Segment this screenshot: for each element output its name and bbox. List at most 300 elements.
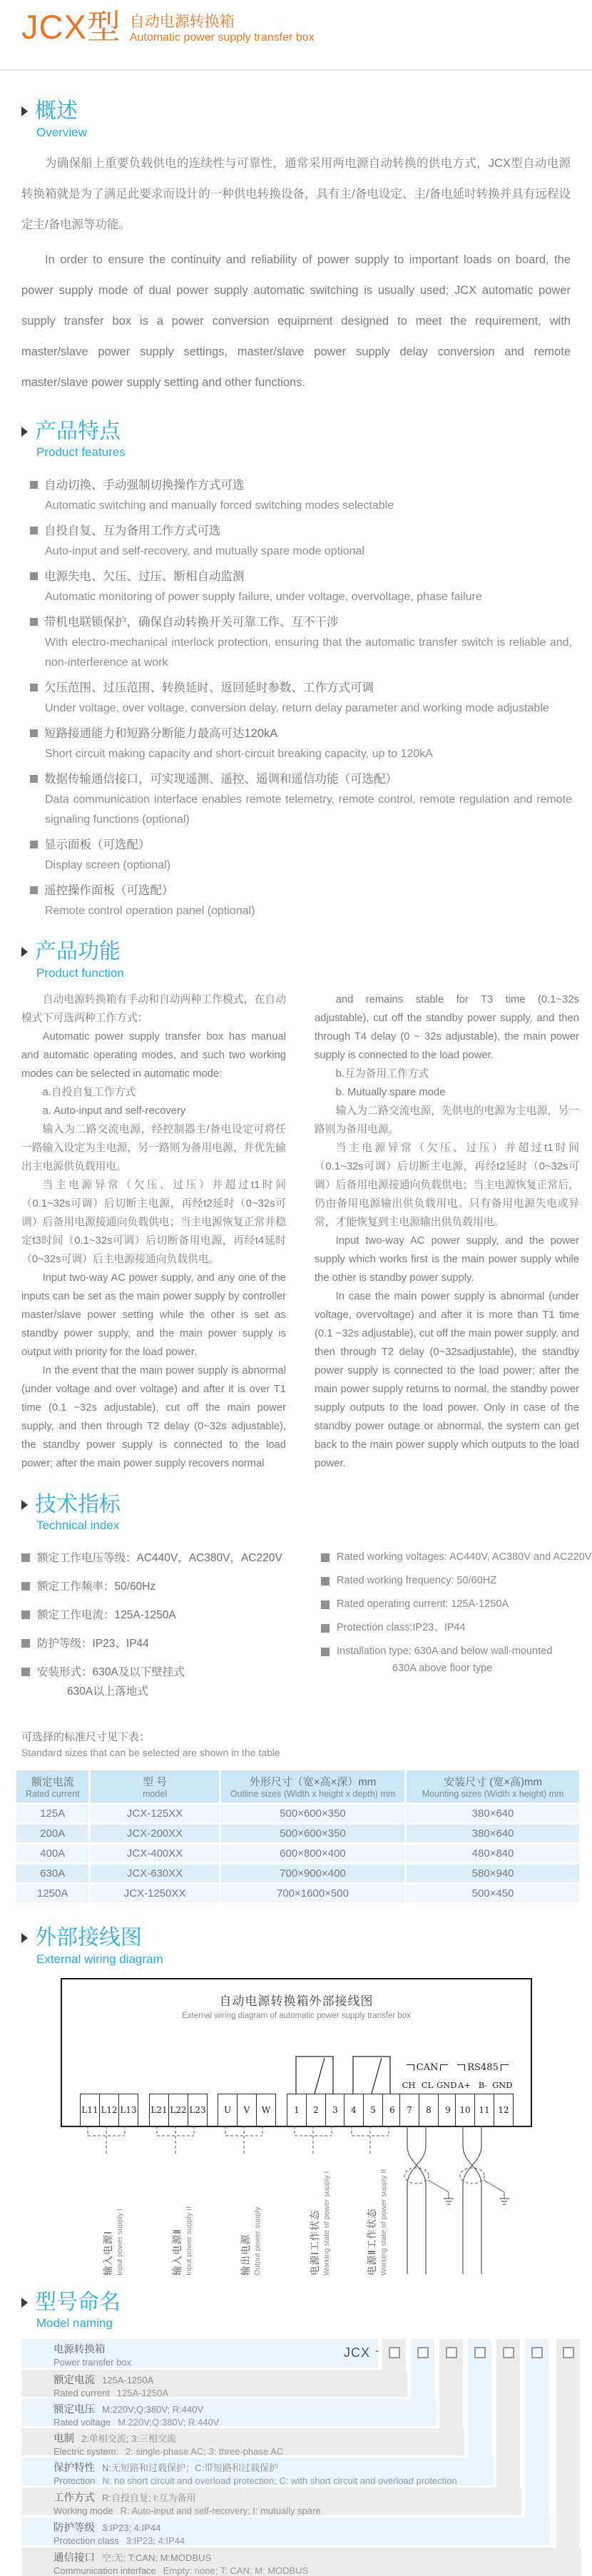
naming-row-line-en xyxy=(53,2565,581,2576)
bus-name-label xyxy=(455,2062,511,2073)
function-paragraph: b.互为备用工作方式 xyxy=(335,1068,429,1080)
terminal-group xyxy=(80,2094,138,2126)
table-header-cell xyxy=(221,1770,404,1802)
naming-row-line-en xyxy=(53,2417,436,2428)
terminal-group xyxy=(399,2094,457,2126)
terminal-cell: 7 xyxy=(399,2094,419,2126)
technical-item xyxy=(21,1663,321,1701)
section-overview xyxy=(21,99,592,398)
naming-value-zh: 125A-1250A xyxy=(102,2375,154,2386)
technical-list-en xyxy=(321,1548,591,1710)
naming-row-text xyxy=(21,2339,378,2368)
bullet-square-icon xyxy=(321,1601,330,1609)
table-row xyxy=(16,1825,579,1842)
wiring-group-label xyxy=(364,2169,388,2275)
technical-item-text: Rated working frequency: 50/60HZ xyxy=(337,1575,497,1587)
naming-value-zh: R:自投自复; I:互为备用 xyxy=(102,2493,196,2504)
terminal-cell: 10 xyxy=(455,2094,475,2126)
terminal-cell: L11 xyxy=(80,2094,100,2126)
function-paragraph: 自动电源转换箱有手动和自动两种工作模式，在自动模式下可选两种工作方式： xyxy=(21,993,286,1024)
naming-row-text xyxy=(21,2517,550,2546)
naming-column-stripe xyxy=(556,2339,580,2547)
wiring-heading-zh: 外部接线图 xyxy=(35,1926,142,1950)
features-heading-en: Product features xyxy=(36,445,126,460)
naming-row-line-en xyxy=(53,2505,521,2516)
feature-item xyxy=(30,612,572,673)
function-paragraph: and remains stable for T3 time (0.1~32s adjustable), cut off the standby power supply, and then through T4 delay (0 ~ 32s adjustable), the main power supply is connected to the load power. xyxy=(315,993,579,1061)
terminal-cell: W xyxy=(256,2094,276,2126)
model-naming-chart xyxy=(21,2339,581,2576)
table-header-cell xyxy=(16,1770,88,1802)
naming-value-en: N: no short circuit and overload protection; C: with short circuit and overload protection xyxy=(102,2475,457,2487)
standard-sizes-table xyxy=(14,1768,581,1905)
wiring-group-label-en: Input power supply I xyxy=(116,2208,124,2276)
naming-label-zh: 工作方式 xyxy=(53,2493,95,2505)
function-heading-en: Product function xyxy=(36,965,124,980)
table-cell: JCX-200XX xyxy=(91,1825,218,1842)
header-zh: 额定电流 xyxy=(31,1776,74,1789)
naming-row xyxy=(21,2370,407,2397)
table-cell: 200A xyxy=(16,1825,88,1842)
naming-row xyxy=(21,2517,550,2545)
header-en: Outline sizes (Width x height x depth) mm xyxy=(230,1789,396,1800)
bullet-square-icon xyxy=(30,729,38,737)
function-paragraph: 当主电源异常（欠压、过压）并超过t1时间（0.1~32s可调）后切断主电源，再经t2延时（0~32s可调）后备用电源接通向负载供电；当主电源恢复正常后，仍由备用电源输出供负载用电。只有备用电源失电或异常，才能恢复到主电源输出供负载用电。 xyxy=(315,1142,579,1228)
naming-label-en: Power transfer box xyxy=(53,2357,132,2368)
table-cell: 380×640 xyxy=(407,1805,579,1822)
terminal-cell: 8 xyxy=(419,2094,439,2126)
technical-list-zh xyxy=(21,1548,321,1710)
function-paragraph: a.自投自复工作方式 xyxy=(42,1086,136,1098)
technical-columns xyxy=(21,1548,592,1710)
bullet-square-icon xyxy=(30,481,38,489)
function-paragraph: Input two-way AC power supply, and the power supply which works first is the main power supply while the other is standby power supply. xyxy=(315,1234,579,1284)
section-technical xyxy=(21,1493,592,1905)
header-en: Mounting sizes (Width x height) mm xyxy=(422,1789,564,1800)
naming-row-text xyxy=(21,2488,521,2516)
function-column-right xyxy=(315,990,579,1473)
naming-row-line-zh xyxy=(53,2460,493,2475)
wiring-group-label-zh: 输入电源Ⅱ xyxy=(172,2228,183,2276)
table-cell: 400A xyxy=(16,1845,88,1862)
table-header-cell xyxy=(91,1770,218,1802)
function-paragraph: 当主电源异常（欠压、过压）并超过t1时间（0.1~32s可调）后切断主电源，再经t2延时（0~32s可调）后备用电源接通向负载供电；当主电源恢复正常并稳定t3时间（0.1~32s可调）后切断备用电源，再经t4延时（0~32s可调）后主电源接通向负载供电。 xyxy=(21,1179,286,1265)
naming-label-en: Electric system: xyxy=(53,2446,119,2458)
naming-row-line-zh xyxy=(53,2490,521,2505)
technical-item xyxy=(21,1577,321,1596)
naming-value-zh: 2:单相交流; 3:三相交流 xyxy=(81,2433,176,2445)
technical-item-text: 防护等级：IP23、IP44 xyxy=(37,1638,149,1650)
bullet-square-icon xyxy=(30,572,38,580)
terminal-group xyxy=(149,2094,207,2126)
table-cell: 600×800×400 xyxy=(221,1845,404,1862)
naming-row-line-en xyxy=(53,2357,378,2368)
table-header-cell xyxy=(407,1770,579,1802)
feature-text-zh: 自投自复、互为备用工作方式可选 xyxy=(30,521,572,542)
function-paragraph: b. Mutually spare mode xyxy=(335,1086,446,1098)
feature-item xyxy=(30,567,572,607)
terminal-group xyxy=(455,2094,513,2126)
section-naming xyxy=(21,2291,592,2576)
bus-pin-label: CH xyxy=(402,2079,416,2090)
naming-row-line-en xyxy=(53,2446,464,2457)
section-arrow-icon xyxy=(21,106,28,116)
features-list xyxy=(21,475,572,921)
naming-row xyxy=(21,2488,521,2515)
bus-pin-label: GND xyxy=(437,2079,457,2090)
table-cell: 630A xyxy=(16,1865,88,1882)
naming-row-text xyxy=(21,2370,407,2398)
bullet-square-icon xyxy=(30,886,38,894)
technical-item-text: Installation type: 630A and below wall-mounted xyxy=(337,1646,553,1658)
feature-text-en: Display screen (optional) xyxy=(45,859,171,872)
wiring-group-label-zh: 电源Ⅱ工作状态 xyxy=(367,2208,377,2276)
naming-label-zh: 防护等级 xyxy=(53,2522,95,2535)
terminal-group xyxy=(218,2094,275,2126)
naming-digit-box xyxy=(417,2347,429,2358)
naming-row-line-zh xyxy=(53,2430,464,2445)
terminal-cell: 11 xyxy=(474,2094,494,2126)
naming-value-zh: M:220V;Q:380V; R:440V xyxy=(102,2404,204,2415)
bus-pin-labels xyxy=(455,2080,511,2090)
bullet-square-icon xyxy=(30,527,38,534)
naming-row xyxy=(21,2428,464,2458)
naming-model-prefix: JCX xyxy=(344,2346,371,2361)
table-cell: 700×900×400 xyxy=(221,1865,404,1882)
naming-value-zh: 3:IP23; 4:IP44 xyxy=(102,2522,161,2534)
terminal-group xyxy=(287,2094,345,2126)
feature-text-zh: 电源失电、欠压、过压、断相自动监测 xyxy=(30,567,572,587)
wiring-group-label-zh: 输入电源Ⅰ xyxy=(103,2230,113,2276)
feature-text-en: Remote control operation panel (optional) xyxy=(45,905,255,918)
features-heading-zh: 产品特点 xyxy=(35,419,121,443)
terminal-cell: 9 xyxy=(438,2094,458,2126)
feature-item xyxy=(30,678,572,719)
bullet-square-icon xyxy=(30,841,38,848)
section-features xyxy=(21,420,592,922)
naming-row-text xyxy=(21,2399,436,2428)
terminal-cell: 2 xyxy=(306,2094,326,2126)
feature-text-en: Data communication interface enables remote telemetry, remote control, remote regulation and remote signaling functions (optional) xyxy=(45,793,572,826)
bullet-square-icon xyxy=(30,775,38,783)
naming-label-zh: 通信接口 xyxy=(53,2552,95,2565)
naming-label-zh: 额定电压 xyxy=(53,2404,95,2416)
naming-label-en: Protection xyxy=(53,2475,96,2487)
feature-item xyxy=(30,521,572,562)
technical-item xyxy=(321,1619,591,1636)
feature-text-zh: 自动切换、手动强制切换操作方式可选 xyxy=(30,475,572,496)
naming-label-zh: 电源转换箱 xyxy=(53,2344,106,2356)
naming-value-en: R: Auto-input and self-recovery; I: mutually spare xyxy=(120,2505,321,2517)
naming-dash: - xyxy=(375,2345,379,2358)
naming-label-en: Rated current xyxy=(53,2388,110,2399)
section-arrow-icon xyxy=(21,947,28,957)
function-paragraph: Automatic power supply transfer box has manual and automatic operating modes, and such two working modes can be selected in automatic mode: xyxy=(21,1030,286,1080)
naming-column-stripe xyxy=(525,2339,548,2517)
bracket-right-icon xyxy=(501,2064,509,2071)
terminal-cell: U xyxy=(218,2094,238,2126)
header-zh: 外形尺寸（宽×高×深）mm xyxy=(249,1776,377,1789)
feature-text-zh: 数据传输通信接口，可实现遥测、遥控、遥调和遥信功能（可选配） xyxy=(30,769,572,790)
technical-item-text: 额定工作频率：50/60Hz xyxy=(37,1581,156,1593)
section-arrow-icon xyxy=(21,1500,28,1510)
naming-row-line-en xyxy=(53,2475,493,2486)
wiring-group-label xyxy=(100,2209,124,2276)
wiring-group-label xyxy=(307,2171,331,2275)
naming-value-zh: N:无短路和过载保护；C:带短路和过载保护 xyxy=(102,2463,279,2474)
naming-digit-box xyxy=(503,2347,514,2358)
table-row xyxy=(16,1885,579,1902)
naming-row xyxy=(21,2547,581,2576)
naming-row-text xyxy=(21,2428,464,2457)
table-cell: JCX-1250XX xyxy=(91,1885,218,1902)
technical-item xyxy=(21,1606,321,1625)
bullet-square-icon xyxy=(30,618,38,626)
naming-value-en: M:220V;Q:380V; R:440V xyxy=(118,2417,220,2428)
naming-label-zh: 额定电流 xyxy=(53,2375,95,2387)
bus-name-label xyxy=(399,2062,455,2073)
feature-text-zh: 带机电联锁保护，确保自动转换开关可靠工作、互不干涉 xyxy=(30,612,572,633)
feature-text-zh: 欠压范围、过压范围、转换延时、返回延时参数、工作方式可调 xyxy=(30,678,572,699)
naming-label-zh: 保护特性 xyxy=(53,2463,95,2475)
wiring-heading-en: External wiring diagram xyxy=(36,1952,163,1966)
feature-text-zh: 短路接通能力和短路分断能力最高可达120kA xyxy=(30,724,572,744)
technical-heading-en: Technical index xyxy=(36,1518,120,1533)
technical-item-text: Protection class:IP23、IP44 xyxy=(337,1622,466,1634)
naming-heading-zh: 型号命名 xyxy=(35,2290,121,2314)
header-en: Rated current xyxy=(25,1789,80,1800)
bullet-square-icon xyxy=(21,1639,30,1648)
technical-item xyxy=(321,1572,591,1589)
product-title-zh: 自动电源转换箱 xyxy=(129,14,235,30)
technical-item-text: 额定工作电压等级：AC440V，AC380V，AC220V xyxy=(37,1552,282,1565)
wiring-group-label-zh: 输出电源 xyxy=(240,2233,251,2276)
naming-row-line-en xyxy=(53,2388,407,2398)
table-header-row xyxy=(16,1770,579,1802)
header-zh: 型 号 xyxy=(143,1776,168,1789)
naming-row xyxy=(21,2458,493,2485)
overview-heading-en: Overview xyxy=(36,125,87,139)
wiring-box-title-zh: 自动电源转换箱外部接线图 xyxy=(219,1994,374,2008)
function-paragraph: 输入为二路交流电源，经控制器主/备电设定可将任一路输入设定为主电源，另一路则为备用电源，并优先输出主电源供负载用电。 xyxy=(21,1123,286,1172)
bullet-square-icon xyxy=(21,1553,30,1562)
function-paragraph: In case the main power supply is abnormal (under voltage, overvoltage) and after it is more than T1 time (0.1 ~32s adjustable), cut off the main power supply, and then through T2 delay (0~32sadjustable), the standby power supply is connected to the load power; after the main power supply returns to normal, the standby power supply outputs to the load power. Only in case of the standby power outage or abnormal, the system can get back to the main power supply which outputs to the load power. xyxy=(315,1290,579,1469)
wiring-group-label-en: Input power supply II xyxy=(185,2206,193,2276)
technical-item xyxy=(321,1596,591,1613)
bus-name-text: CAN xyxy=(416,2062,439,2073)
naming-value-zh: 空:无; T:CAN; M:MODBUS xyxy=(102,2552,212,2564)
page-header xyxy=(0,0,592,45)
overview-paragraph-zh: 为确保船上重要负载供电的连续性与可靠性，通常采用两电源自动转换的供电方式，JCX型自动电源转换箱就是为了满足此要求而设计的一种供电转换设备，具有主/备电设定、主/备电延时转换并具有远程设定主/备电源等功能。 xyxy=(21,156,571,231)
function-column-left xyxy=(21,990,286,1473)
table-row xyxy=(16,1845,579,1862)
bullet-square-icon xyxy=(321,1624,330,1633)
table-cell: JCX-125XX xyxy=(91,1805,218,1822)
bullet-square-icon xyxy=(21,1668,30,1676)
naming-row-line-zh xyxy=(53,2550,581,2565)
naming-value-en: Empty: none; T: CAN; M: MODBUS xyxy=(163,2565,309,2576)
function-paragraph: Input two-way AC power supply, and any one of the inputs can be set as the main power supply by controller master/slave power setting while the other is set as standby power supply, and the main power supply is output with priority for the load power. xyxy=(21,1272,286,1358)
wiring-lower-labels xyxy=(21,2124,592,2278)
wiring-group-label-en: Working state of power supply I xyxy=(322,2171,331,2276)
function-heading-zh: 产品功能 xyxy=(35,940,121,964)
naming-label-zh: 电制 xyxy=(53,2433,74,2445)
table-row xyxy=(16,1805,579,1822)
sizes-note-en: Standard sizes that can be selected are shown in the table xyxy=(21,1747,280,1759)
naming-digit-box xyxy=(563,2347,574,2358)
overview-heading-zh: 概述 xyxy=(35,99,78,123)
table-cell: 700×1600×500 xyxy=(221,1885,404,1902)
naming-row-line-zh xyxy=(53,2401,436,2416)
bullet-square-icon xyxy=(321,1648,330,1656)
function-paragraph: In the event that the main power supply is abnormal (under voltage and over voltage) and after it is over T1 time (0.1 ~32s adjustable), cut off the main power supply, and then through T2 delay (0~32s adjustable), the standby power supply is connected to the load power; after the main power supply recovers normal xyxy=(21,1364,286,1469)
feature-text-en: With electro-mechanical interlock protection, ensuring that the automatic transfer switch is reliable and, non-interference at work xyxy=(45,637,572,669)
technical-item-continuation: 630A above floor type xyxy=(392,1663,493,1675)
bus-pin-label: CL xyxy=(421,2079,434,2090)
section-function xyxy=(21,940,592,1473)
bracket-right-icon xyxy=(440,2064,448,2071)
product-title-en: Automatic power supply transfer box xyxy=(129,31,315,44)
bullet-square-icon xyxy=(321,1577,330,1586)
table-cell: 500×600×350 xyxy=(221,1825,404,1842)
table-row xyxy=(16,1865,579,1882)
wiring-group-label-zh: 电源Ⅰ工作状态 xyxy=(310,2209,320,2276)
section-arrow-icon xyxy=(21,1933,28,1943)
terminal-cell: 5 xyxy=(363,2094,383,2126)
naming-label-en: Rated voltage xyxy=(53,2417,111,2428)
bus-pin-label: A+ xyxy=(458,2079,471,2090)
bus-pin-label: GND xyxy=(492,2079,513,2090)
function-paragraph: a. Auto-input and self-recovery xyxy=(42,1105,186,1117)
technical-item-text: 额定工作电流：125A-1250A xyxy=(37,1609,176,1622)
naming-value-en: 125A-1250A xyxy=(116,2388,169,2399)
wiring-group-label-en: Working state of power supply II xyxy=(379,2169,388,2276)
bullet-square-icon xyxy=(30,684,38,691)
function-columns xyxy=(21,990,579,1473)
header-zh: 安装尺寸 (宽×高)mm xyxy=(444,1776,543,1789)
bracket-left-icon xyxy=(457,2064,465,2071)
wiring-group-label xyxy=(169,2206,193,2276)
table-cell: JCX-630XX xyxy=(91,1865,218,1882)
terminal-cell: 4 xyxy=(344,2094,364,2126)
technical-item xyxy=(321,1548,591,1566)
feature-text-en: Auto-input and self-recovery, and mutually spare mode optional xyxy=(45,545,364,558)
table-cell: 480×840 xyxy=(407,1845,579,1862)
naming-label-en: Working mode xyxy=(53,2505,113,2517)
feature-item xyxy=(30,835,572,876)
terminal-group xyxy=(344,2094,402,2126)
naming-row-text xyxy=(21,2547,581,2576)
table-cell: 1250A xyxy=(16,1885,88,1902)
bus-pin-label: B- xyxy=(478,2079,488,2090)
naming-row xyxy=(21,2339,378,2368)
wiring-box-title-en: External wiring diagram of automatic power supply transfer box xyxy=(182,2011,411,2020)
technical-item-continuation: 630A以上落地式 xyxy=(67,1685,148,1698)
feature-text-zh: 遥控操作面板（可选配） xyxy=(30,881,572,901)
wiring-diagram-box xyxy=(61,1978,532,2127)
function-paragraph: 输入为二路交流电源，先供电的电源为主电源，另一路则为备用电源。 xyxy=(315,1105,579,1135)
sizes-note-zh: 可选择的标准尺寸见下表： xyxy=(21,1731,150,1744)
naming-digit-box xyxy=(531,2347,543,2358)
feature-item xyxy=(30,769,572,830)
naming-row-line-zh xyxy=(53,2372,407,2387)
bus-name-text: RS485 xyxy=(467,2062,499,2073)
naming-row-line-en xyxy=(53,2535,550,2546)
product-model-title: JCX型 xyxy=(21,8,121,46)
naming-label-en: Protection class xyxy=(53,2535,119,2547)
naming-heading-en: Model naming xyxy=(36,2316,113,2331)
naming-digit-box xyxy=(446,2347,457,2358)
naming-digit-box xyxy=(474,2347,486,2358)
naming-row-text xyxy=(21,2458,493,2486)
technical-item-text: 安装形式：630A及以下壁挂式 xyxy=(37,1666,185,1679)
technical-item-text: Rated operating current: 125A-1250A xyxy=(337,1598,509,1611)
terminal-cell: L22 xyxy=(168,2094,188,2126)
section-arrow-icon xyxy=(21,427,28,437)
table-cell: 125A xyxy=(16,1805,88,1822)
bracket-left-icon xyxy=(407,2064,414,2071)
bullet-square-icon xyxy=(321,1553,330,1562)
naming-digit-box xyxy=(389,2347,400,2358)
feature-item xyxy=(30,475,572,516)
naming-column-stripe xyxy=(496,2339,520,2488)
technical-item-text: Rated working voltages: AC440V, AC380V and AC220V xyxy=(337,1551,592,1563)
naming-value-en: 2: single-phase AC; 3: three-phase AC xyxy=(126,2446,284,2458)
technical-item xyxy=(21,1634,321,1653)
bullet-square-icon xyxy=(21,1582,30,1591)
terminal-cell: L23 xyxy=(188,2094,208,2126)
table-cell: 500×600×350 xyxy=(221,1805,404,1822)
feature-text-en: Automatic monitoring of power supply failure, under voltage, overvoltage, phase failure xyxy=(45,591,482,604)
terminal-cell: V xyxy=(237,2094,257,2126)
terminal-cell: 6 xyxy=(382,2094,402,2126)
feature-text-en: Short circuit making capacity and short-circuit breaking capacity, up to 120kA xyxy=(45,748,433,761)
terminal-cell: 3 xyxy=(325,2094,345,2126)
terminal-cell: 12 xyxy=(494,2094,514,2126)
naming-row-line-zh xyxy=(53,2520,550,2535)
naming-label-en: Communication interface xyxy=(53,2565,156,2576)
naming-row-line-zh xyxy=(53,2341,378,2356)
table-cell: 380×640 xyxy=(407,1825,579,1842)
feature-text-en: Under voltage, over voltage, conversion delay, return delay parameter and working mode adjustable xyxy=(45,702,549,715)
table-cell: 580×940 xyxy=(407,1865,579,1882)
feature-item xyxy=(30,724,572,764)
table-cell: JCX-400XX xyxy=(91,1845,218,1862)
terminal-cell: L13 xyxy=(118,2094,138,2126)
terminal-cell: L21 xyxy=(149,2094,169,2126)
wiring-group-label-en: Output power supply xyxy=(253,2206,262,2276)
overview-paragraph-en: In order to ensure the continuity and reliability of power supply to important loads on board, the power supply mode of dual power supply automatic switching is usually used; JCX automatic power supply transfer box is a power conversion equipment designed to meet the requirement, with master/slave power supply settings, master/slave power supply delay conversion and remote master/slave power supply setting and other functions. xyxy=(21,253,571,389)
technical-item xyxy=(321,1643,591,1677)
feature-text-en: Automatic switching and manually forced switching modes selectable xyxy=(45,500,394,512)
feature-item xyxy=(30,881,572,921)
feature-text-zh: 显示面板（可选配） xyxy=(30,835,572,856)
header-en: model xyxy=(143,1789,168,1800)
technical-heading-zh: 技术指标 xyxy=(35,1492,121,1516)
table-cell: 500×450 xyxy=(407,1885,579,1902)
header-divider xyxy=(0,69,592,71)
section-arrow-icon xyxy=(21,2298,28,2308)
bullet-square-icon xyxy=(21,1611,30,1619)
terminal-cell: 1 xyxy=(287,2094,307,2126)
terminal-cell: L12 xyxy=(99,2094,119,2126)
section-wiring xyxy=(21,1926,592,2278)
naming-row xyxy=(21,2399,436,2426)
bus-pin-labels xyxy=(399,2080,455,2090)
naming-value-en: 3:IP23; 4:IP44 xyxy=(126,2535,185,2547)
wiring-group-label xyxy=(238,2206,262,2275)
wiring-diagram xyxy=(21,1978,592,2278)
